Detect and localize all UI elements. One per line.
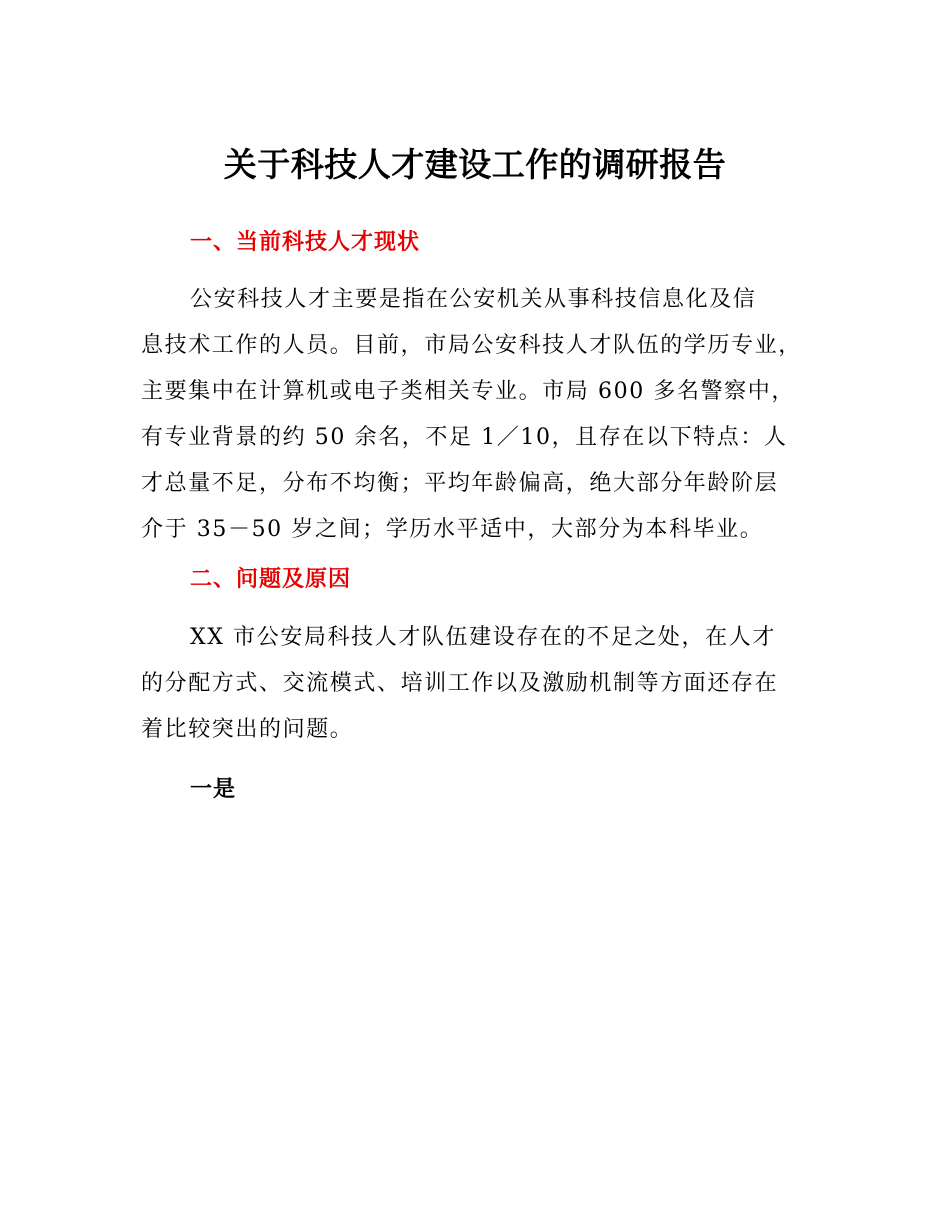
- paragraph-line: 有专业背景的约 50 余名，不足 1／10，且存在以下特点：人: [141, 425, 788, 450]
- paragraph-line: 主要集中在计算机或电子类相关专业。市局 600 多名警察中，: [141, 379, 795, 404]
- section-heading-current-status: 一、当前科技人才现状: [190, 230, 421, 255]
- paragraph-line: 息技术工作的人员。目前，市局公安科技人才队伍的学历专业，: [141, 333, 802, 358]
- paragraph-line: 的分配方式、交流模式、培训工作以及激励机制等方面还存在: [141, 671, 779, 696]
- paragraph-line: XX 市公安局科技人才队伍建设存在的不足之处，在人才: [190, 625, 776, 650]
- paragraph-line: 着比较突出的问题。: [141, 717, 354, 742]
- subheading-first: 一是: [190, 777, 237, 802]
- section-heading-problems: 二、问题及原因: [190, 567, 352, 592]
- document-title: 关于科技人才建设工作的调研报告: [223, 145, 727, 184]
- paragraph-line: 公安科技人才主要是指在公安机关从事科技信息化及信: [190, 287, 757, 312]
- paragraph-line: 才总量不足，分布不均衡；平均年龄偏高，绝大部分年龄阶层: [141, 471, 779, 496]
- paragraph-line: 介于 35－50 岁之间；学历水平适中，大部分为本科毕业。: [141, 517, 764, 542]
